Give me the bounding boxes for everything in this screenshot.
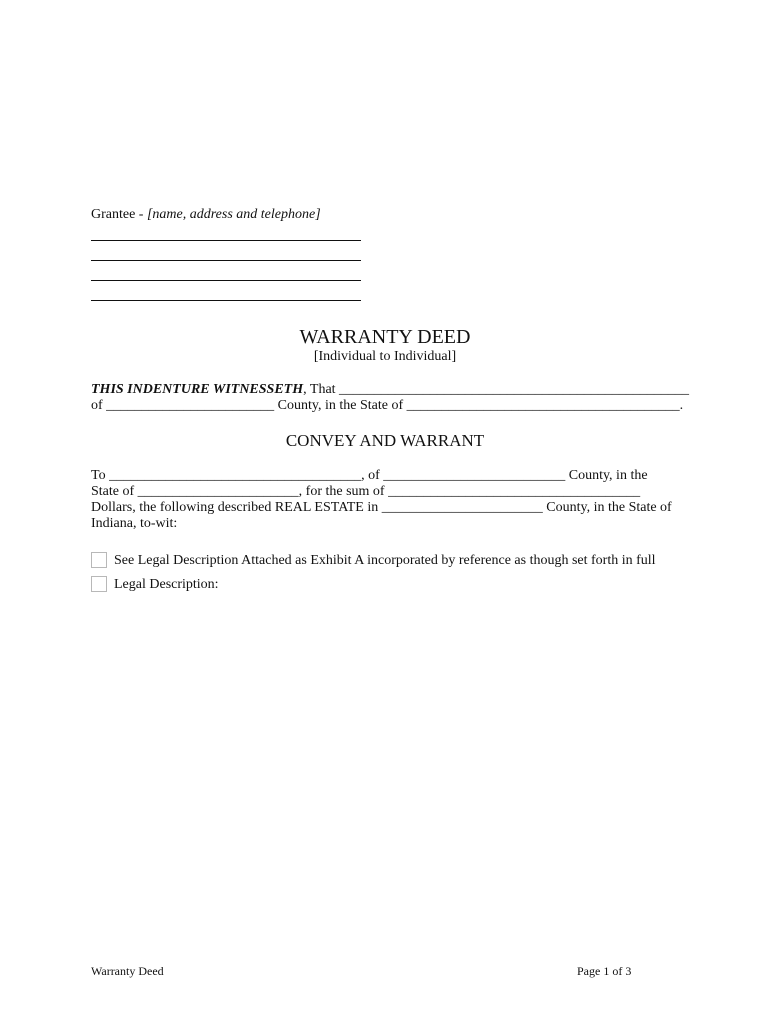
convey-heading: CONVEY AND WARRANT xyxy=(285,431,485,450)
footer-page-number: Page 1 of 3 xyxy=(577,964,632,978)
document-title: WARRANTY DEED xyxy=(299,326,471,348)
grantee-line-3[interactable] xyxy=(91,280,361,281)
footer-doc-name: Warranty Deed xyxy=(91,964,164,978)
exhibit-a-label: See Legal Description Attached as Exhibit A incorporated by reference as though set forth in full xyxy=(114,553,656,568)
body-line-2: State of _______________________, for the sum of ____________________________________ xyxy=(91,484,641,499)
body-line-3: Dollars, the following described REAL ESTATE in _______________________ County, in the State of xyxy=(91,500,672,515)
grantee-label-row xyxy=(91,207,321,223)
body-line-4: Indiana, to-wit: xyxy=(91,516,178,531)
body-line-1: To ____________________________________, of __________________________ County, in the xyxy=(91,468,648,483)
indenture-line-1-rest: , That __________________________________________________ xyxy=(303,382,690,397)
legal-description-label: Legal Description: xyxy=(114,577,219,592)
grantee-line-1[interactable] xyxy=(91,240,361,241)
grantee-line-2[interactable] xyxy=(91,260,361,261)
grantee-hint: [name, address and telephone] xyxy=(146,207,321,222)
grantee-line-4[interactable] xyxy=(91,300,361,301)
exhibit-a-checkbox[interactable] xyxy=(91,552,107,568)
indenture-line-1 xyxy=(91,382,689,398)
document-subtitle: [Individual to Individual] xyxy=(313,349,457,364)
indenture-line-2: of ________________________ County, in the State of _______________________________________. xyxy=(91,398,684,413)
indenture-lead: THIS INDENTURE WITNESSETH xyxy=(91,382,304,397)
grantee-label: Grantee - xyxy=(91,207,147,222)
legal-description-checkbox[interactable] xyxy=(91,576,107,592)
